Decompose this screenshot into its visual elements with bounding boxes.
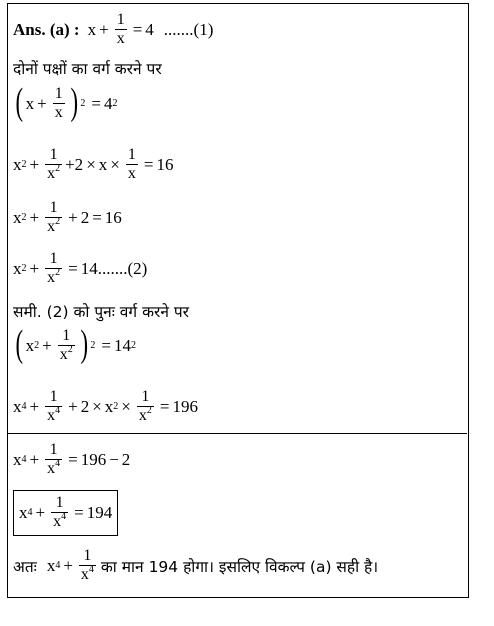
constant: 2 [80, 207, 90, 227]
var-x: x [13, 154, 22, 174]
den-var: x [80, 565, 89, 583]
fraction-1-over-x4 [79, 548, 96, 584]
rhs-value: 16 [156, 154, 174, 174]
step-text-square-both-sides: दोनों पक्षों का वर्ग करने पर [13, 60, 162, 78]
equals-sign: = [92, 207, 102, 227]
rhs-value: 14 [80, 258, 98, 278]
den-var: x [47, 406, 56, 424]
numerator: 1 [49, 388, 58, 405]
numerator: 1 [83, 547, 92, 564]
denominator [51, 512, 68, 531]
denominator: x [54, 103, 63, 121]
den-var: x [47, 164, 56, 182]
numerator: 1 [49, 146, 58, 163]
times-sign: × [92, 396, 102, 416]
fraction-1-over-x4 [45, 389, 62, 425]
rhs-base: 4 [104, 93, 113, 113]
fraction-1-over-x [115, 12, 127, 48]
equation-squared: ( x + $\frac{1}{x}$ ) 2 = 4 2 [15, 80, 118, 123]
den-var: x [47, 268, 56, 286]
fraction-1-over-x2 [45, 251, 62, 287]
plus-sign: + [68, 207, 78, 227]
den-exponent: 2 [67, 343, 73, 355]
equals-sign: = [159, 396, 170, 416]
den-var: x [47, 459, 56, 477]
left-paren: ( [15, 80, 24, 123]
den-var: x [59, 345, 68, 363]
numerator: 1 [49, 250, 58, 267]
plus-sign: + [42, 335, 52, 355]
numerator: 1 [62, 327, 71, 344]
denominator [45, 268, 62, 287]
fraction-1-over-x4 [51, 495, 68, 531]
plus-sign: + [37, 93, 47, 113]
fraction-1-over-x [53, 86, 65, 122]
equals-sign: = [101, 335, 111, 355]
var-x: x [46, 555, 56, 575]
fraction-1-over-x [126, 147, 138, 183]
plus-sign: + [29, 207, 40, 227]
den-exponent: 4 [61, 510, 67, 522]
numerator: 1 [49, 441, 58, 458]
equation-two: x 2 + $\frac{1}{x^2}$ = 14 .......(2) [13, 250, 148, 286]
right-paren: ) [80, 322, 88, 365]
var-x: x [19, 502, 28, 522]
var-x: x [25, 93, 35, 113]
den-var: x [47, 217, 56, 235]
plus-sign: + [29, 154, 40, 174]
equation-simplified: x 2 + $\frac{1}{x^2}$ + 2 = 16 [13, 199, 122, 235]
equals-sign: = [68, 449, 78, 469]
var-x: x [13, 207, 22, 227]
left-paren: ( [15, 322, 24, 365]
fraction-1-over-x2 [58, 328, 75, 364]
den-exponent: 2 [55, 162, 61, 174]
plus-sign: + [63, 555, 73, 575]
den-exponent: 4 [88, 563, 94, 575]
var-x: x [13, 449, 22, 469]
denominator [45, 164, 62, 183]
minus-sign: − [109, 449, 119, 469]
numerator: 1 [54, 85, 63, 102]
constant: 2 [80, 396, 90, 416]
conclusion-prefix: अतः [13, 557, 37, 576]
fraction-1-over-x2 [45, 147, 62, 183]
times-sign: × [121, 396, 131, 416]
denominator [79, 565, 96, 584]
denominator [45, 217, 62, 236]
den-exponent: 2 [146, 404, 152, 416]
times-sign: × [110, 154, 120, 174]
rhs-value: 196 [172, 396, 198, 416]
denominator [45, 406, 62, 425]
equation-expanded: x 2 + $\frac{1}{x^2}$ +2 × x × $\frac{1}{x}$ = 16 [13, 146, 174, 182]
equals-sign: = [143, 154, 154, 174]
equals-sign: = [132, 19, 143, 39]
var-x: x [87, 19, 97, 39]
plus-two: +2 [65, 154, 84, 174]
boxed-answer: x 4 + $\frac{1}{x^4}$ = 194 [13, 490, 118, 536]
equation-fourth-power-expanded: x 4 + $\frac{1}{x^4}$ + 2 × x 2 × $\frac{1}{x^2}$ = 196 [13, 388, 198, 424]
var-x: x [13, 396, 22, 416]
plus-sign: + [68, 396, 78, 416]
equals-sign: = [74, 502, 84, 522]
denominator [45, 459, 62, 478]
equation-tag: .......(2) [97, 258, 148, 278]
rhs-value: 194 [86, 502, 113, 522]
equals-sign: = [68, 258, 78, 278]
den-exponent: 4 [55, 457, 61, 469]
numerator: 1 [141, 388, 150, 405]
denominator [137, 406, 154, 425]
var-x: x [98, 154, 108, 174]
equation-squared-again: ( x 2 + $\frac{1}{x^2}$ ) 2 = 14 2 [15, 322, 136, 365]
equation-subtract: x 4 + $\frac{1}{x^4}$ = 196 − 2 [13, 441, 131, 477]
var-x: x [25, 335, 35, 355]
step-text-square-again: समी. (2) को पुनः वर्ग करने पर [13, 303, 189, 321]
var-x: x [104, 396, 114, 416]
conclusion-line: अतः x 4 + $\frac{1}{x^4}$ का मान 194 होगा। इसलिए विकल्प (a) सही है। [13, 547, 379, 583]
den-exponent: 2 [55, 215, 61, 227]
var-x: x [13, 258, 22, 278]
plus-sign: + [29, 258, 40, 278]
right-paren: ) [70, 80, 78, 123]
rhs-value: 196 [80, 449, 107, 469]
den-exponent: 4 [55, 404, 61, 416]
plus-sign: + [35, 502, 46, 522]
fraction-1-over-x4 [45, 442, 62, 478]
times-sign: × [86, 154, 96, 174]
section-divider [7, 433, 467, 434]
answer-line [13, 12, 213, 48]
final-result-box [13, 490, 118, 536]
fraction-1-over-x2 [137, 389, 154, 425]
answer-label: Ans. (a) : [13, 19, 80, 39]
numerator: 1 [49, 199, 58, 216]
numerator: 1 [55, 494, 64, 511]
equation-tag: .......(1) [163, 19, 214, 39]
plus-sign: + [29, 449, 40, 469]
den-exponent: 2 [55, 266, 61, 278]
den-var: x [53, 512, 62, 530]
conclusion-text: का मान 194 होगा। इसलिए विकल्प (a) सही है। [100, 557, 379, 576]
constant: 2 [121, 449, 131, 469]
denominator: x [127, 164, 136, 182]
denominator: x [116, 29, 125, 47]
numerator: 1 [116, 11, 125, 28]
plus-sign: + [99, 19, 109, 39]
rhs-value: 4 [145, 19, 154, 39]
numerator: 1 [127, 146, 136, 163]
fraction-1-over-x2 [45, 200, 62, 236]
den-var: x [138, 406, 147, 424]
rhs-value: 16 [104, 207, 122, 227]
plus-sign: + [29, 396, 40, 416]
rhs-base: 14 [114, 335, 131, 355]
denominator [58, 345, 75, 364]
equals-sign: = [91, 93, 101, 113]
